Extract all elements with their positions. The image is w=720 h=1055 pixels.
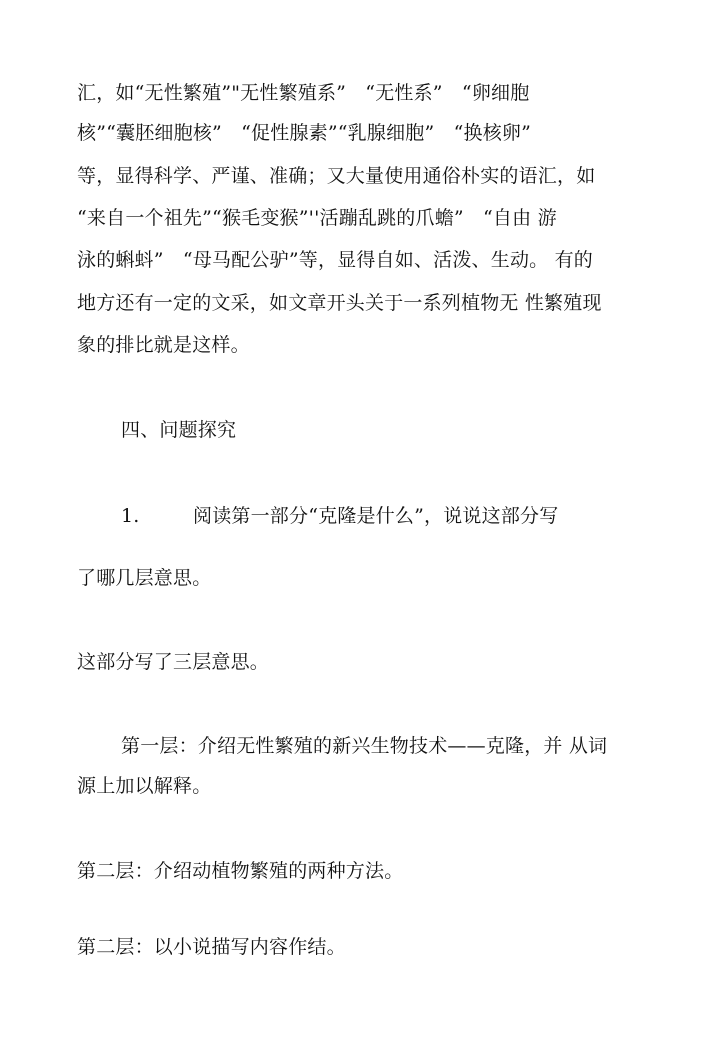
- question-number: 1.: [121, 505, 140, 527]
- paragraph-line: 象的排比就是这样。: [77, 334, 250, 356]
- answer-intro: 这部分写了三层意思。: [77, 651, 270, 673]
- section-heading: 四、问题探究: [121, 419, 237, 441]
- paragraph-line: 地方还有一定的文采，如文章开头关于一系列植物无 性繁殖现: [77, 292, 602, 314]
- layer-two: 第二层：介绍动植物繁殖的两种方法。: [77, 860, 404, 882]
- paragraph-line: 泳的蝌蚪” “母马配公驴”等，显得自如、活泼、生动。 有的: [77, 249, 593, 271]
- paragraph-line: 汇，如“无性繁殖”"无性繁殖系” “无性系” “卵细胞: [77, 82, 530, 104]
- question-text-continued: 了哪几层意思。: [77, 567, 212, 589]
- paragraph-line: 等，显得科学、严谨、准确；又大量使用通俗朴实的语汇，如: [77, 165, 596, 187]
- paragraph-line: “来自一个祖先”“猴毛变猴”''活蹦乱跳的爪蟾” “自由 游: [77, 207, 557, 229]
- question-text: 阅读第一部分“克隆是什么”，说说这部分写: [193, 505, 559, 527]
- layer-one-line: 第一层：介绍无性繁殖的新兴生物技术——克隆，并 从词: [121, 735, 608, 757]
- paragraph-line: 核”“囊胚细胞核” “促性腺素”“乳腺细胞” “换核卵”: [77, 122, 532, 144]
- layer-one-line-continued: 源上加以解释。: [77, 775, 212, 797]
- layer-three: 第二层：以小说描写内容作结。: [77, 936, 346, 958]
